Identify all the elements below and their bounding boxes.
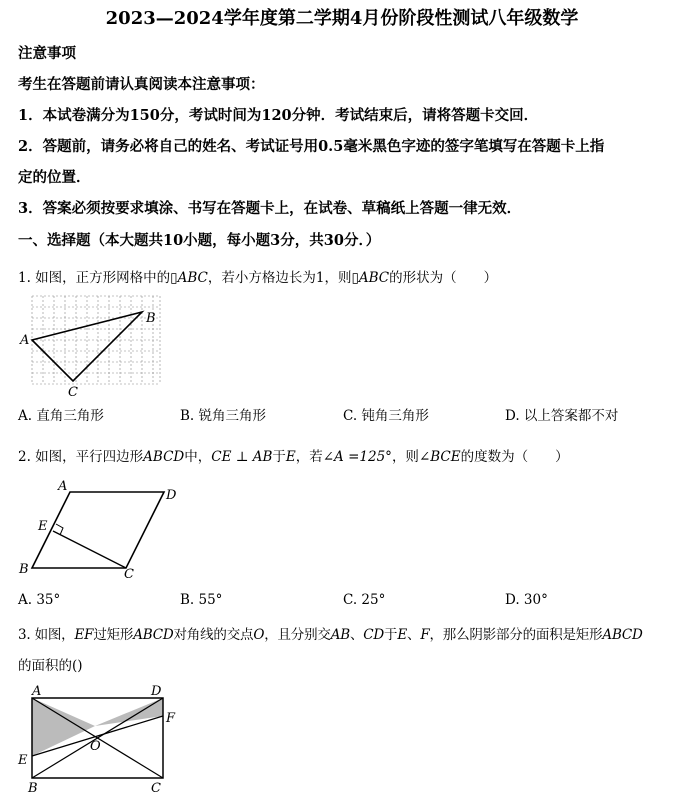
- shaded-region-right: [95, 698, 163, 726]
- notice-item-2: 2．答题前，请务必将自己的姓名、考试证号用0.5毫米黑色字迹的签字笔填写在答题卡上指: [18, 138, 605, 155]
- q1-option-c[interactable]: C. 钝角三角形: [343, 408, 429, 424]
- question-1-stem: 1. 如图，正方形网格中的▯ABC，若小方格边长为1，则▯ABC的形状为（ ）: [18, 270, 498, 286]
- label-a: A: [20, 333, 30, 348]
- label-o: O: [90, 739, 101, 754]
- q2-option-a[interactable]: A. 35°: [18, 592, 61, 608]
- label-e: E: [18, 753, 28, 768]
- triangle-abc: [32, 312, 142, 381]
- question-3-figure: [18, 684, 188, 804]
- label-b: B: [19, 562, 29, 577]
- label-c: C: [151, 781, 161, 796]
- label-d: D: [151, 684, 162, 699]
- label-e: E: [38, 519, 48, 534]
- label-b: B: [28, 781, 38, 796]
- parallelogram-abcd: [32, 492, 164, 568]
- question-3-stem: 3. 如图，EF过矩形ABCD对角线的交点O，且分别交AB、CD于E、F，那么阴影部分的面积是矩形ABCD: [18, 627, 643, 643]
- grid: [32, 296, 160, 384]
- q1-option-b[interactable]: B. 锐角三角形: [180, 408, 267, 424]
- q2-option-c[interactable]: C. 25°: [343, 592, 386, 608]
- label-c: C: [68, 385, 78, 400]
- q2-option-d[interactable]: D. 30°: [505, 592, 548, 608]
- question-2-figure: [18, 478, 188, 583]
- notice-item-1: 1．本试卷满分为150分，考试时间为120分钟．考试结束后，请将答题卡交回．: [18, 107, 539, 124]
- exam-title: 2023—2024学年度第二学期4月份阶段性测试八年级数学: [105, 8, 579, 29]
- q2-option-b[interactable]: B. 55°: [180, 592, 223, 608]
- label-a: A: [58, 479, 68, 494]
- label-d: D: [166, 488, 177, 503]
- notice-item-3: 3．答案必须按要求填涂、书写在答题卡上，在试卷、草稿纸上答题一律无效．: [18, 200, 522, 217]
- notice-heading: 注意事项: [18, 45, 76, 62]
- question-2-stem: 2. 如图，平行四边形ABCD中，CE ⊥ AB于E，若∠A =125°，则∠BCE的度数为（ ）: [18, 449, 569, 465]
- question-1-figure: [18, 292, 178, 400]
- section-heading: 一、选择题（本大题共10小题，每小题3分，共30分．）: [18, 232, 381, 249]
- label-a: A: [32, 684, 42, 699]
- label-b: B: [146, 311, 156, 326]
- q1-option-a[interactable]: A. 直角三角形: [18, 408, 104, 424]
- notice-item-2-cont: 定的位置．: [18, 169, 91, 186]
- notice-intro: 考生在答题前请认真阅读本注意事项：: [18, 76, 265, 93]
- label-f: F: [166, 711, 176, 726]
- q1-option-d[interactable]: D. 以上答案都不对: [505, 408, 619, 424]
- shaded-region-left: [32, 698, 95, 756]
- label-c: C: [124, 567, 134, 582]
- segment-ce: [53, 531, 126, 568]
- question-3-stem-cont: 的面积的(): [18, 658, 83, 674]
